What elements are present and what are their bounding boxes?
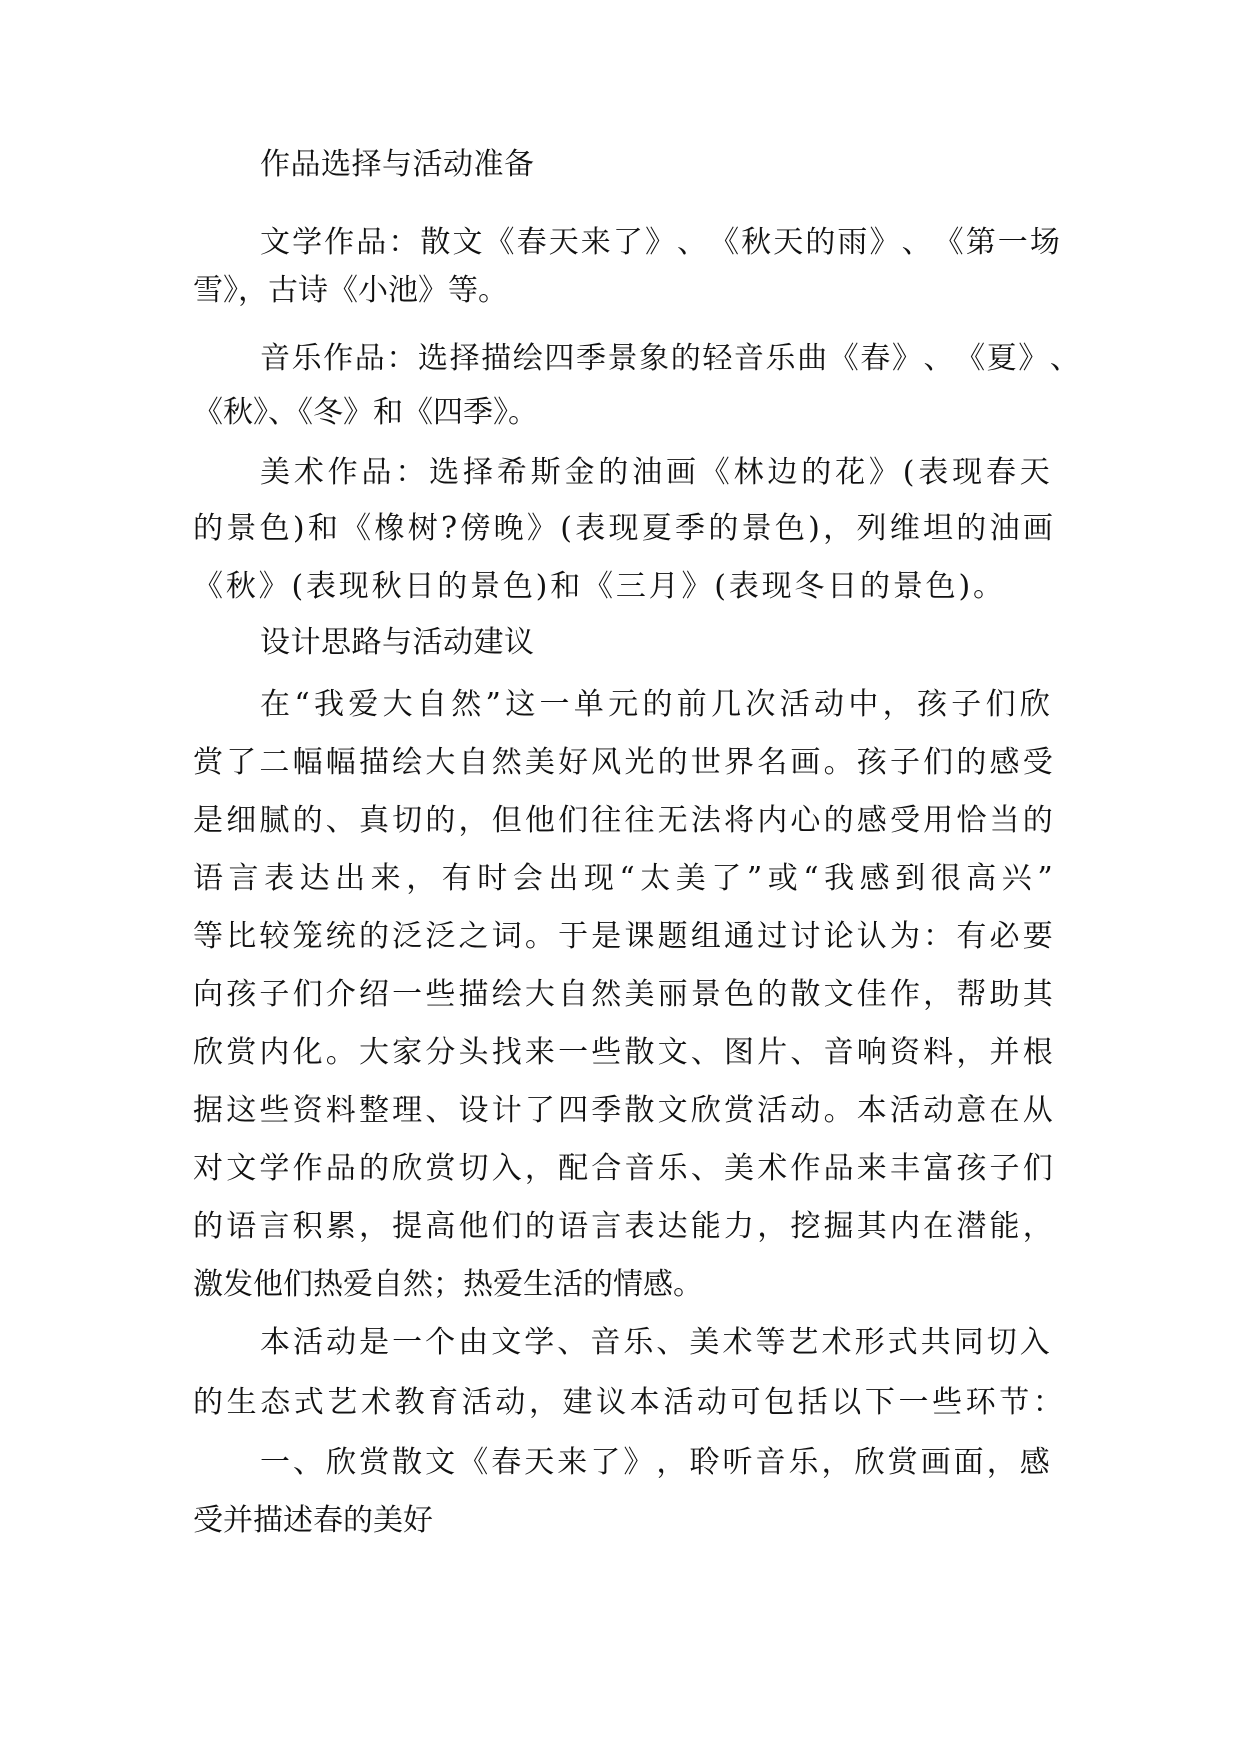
paragraph-line: 语 言 表 达 出 来 ， 有 时 会 出 现 “ 太 美 了 ” 或 “ 我 感 到 很 高 兴 ” [193,861,1053,896]
paragraph-line: 音 乐 作 品 ： 选 择 描 绘 四 季 景 象 的 轻 音 乐 曲 《 春 》 、 《 夏 》 、 [260,341,1080,376]
paragraph-line: 美 术 作 品 ： 选 择 希 斯 金 的 油 画 《 林 边 的 花 》 ( 表 现 春 天 [260,455,1050,490]
section-heading-design: 设计思路与活动建议 [260,625,535,660]
paragraph-line: 在 “ 我 爱 大 自 然 ” 这 一 单 元 的 前 几 次 活 动 中 ， 孩 子 们 欣 [260,687,1050,722]
paragraph-line: 激发他们热爱自然；热爱生活的情感。 [193,1267,703,1302]
paragraph-line: 对 文 学 作 品 的 欣 赏 切 入 ， 配 合 音 乐 、 美 术 作 品 来 丰 富 孩 子 们 [193,1151,1053,1186]
paragraph-line: 向 孩 子 们 介 绍 一 些 描 绘 大 自 然 美 丽 景 色 的 散 文 佳 作 ， 帮 助 其 [193,977,1053,1012]
paragraph-line: 的 语 言 积 累 ， 提 高 他 们 的 语 言 表 达 能 力 ， 挖 掘 其 内 在 潜 能 ， [193,1209,1053,1244]
paragraph-line: 欣 赏 内 化 。 大 家 分 头 找 来 一 些 散 文 、 图 片 、 音 响 资 料 ， 并 根 [193,1035,1053,1070]
paragraph-line: 受并描述春的美好 [193,1503,433,1538]
paragraph-line: 据 这 些 资 料 整 理 、 设 计 了 四 季 散 文 欣 赏 活 动 。 本 活 动 意 在 从 [193,1093,1053,1128]
paragraph-line: 等 比 较 笼 统 的 泛 泛 之 词 。 于 是 课 题 组 通 过 讨 论 认 为 ： 有 必 要 [193,919,1053,954]
paragraph-line: 赏 了 二 幅 幅 描 绘 大 自 然 美 好 风 光 的 世 界 名 画 。 孩 子 们 的 感 受 [193,745,1053,780]
paragraph-line: 雪》，古诗《小池》等。 [193,273,508,308]
paragraph-line: 文 学 作 品 ： 散 文 《 春 天 来 了 》 、 《 秋 天 的 雨 》 、 《 第 一 场 [260,225,1060,260]
paragraph-line: 是 细 腻 的 、 真 切 的 ， 但 他 们 往 往 无 法 将 内 心 的 感 受 用 恰 当 的 [193,803,1053,838]
paragraph-line: 一 、 欣 赏 散 文 《 春 天 来 了 》 ， 聆 听 音 乐 ， 欣 赏 画 面 ， 感 [260,1445,1050,1480]
paragraph-line: 的 景 色 ) 和 《 橡 树 ? 傍 晚 》 ( 表 现 夏 季 的 景 色 ) ， 列 维 坦 的 油 画 [193,511,1053,546]
paragraph-line: 《秋》、《冬》和《四季》。 [193,395,538,430]
paragraph-line: 本 活 动 是 一 个 由 文 学 、 音 乐 、 美 术 等 艺 术 形 式 共 同 切 入 [260,1325,1050,1360]
section-heading-preparation: 作品选择与活动准备 [260,147,535,182]
paragraph-line: 《 秋 》 ( 表 现 秋 日 的 景 色 ) 和 《 三 月 》 ( 表 现 冬 日 的 景 色 ) 。 [193,569,1003,604]
paragraph-line: 的 生 态 式 艺 术 教 育 活 动 ， 建 议 本 活 动 可 包 括 以 下 一 些 环 节 ： [193,1385,1063,1420]
